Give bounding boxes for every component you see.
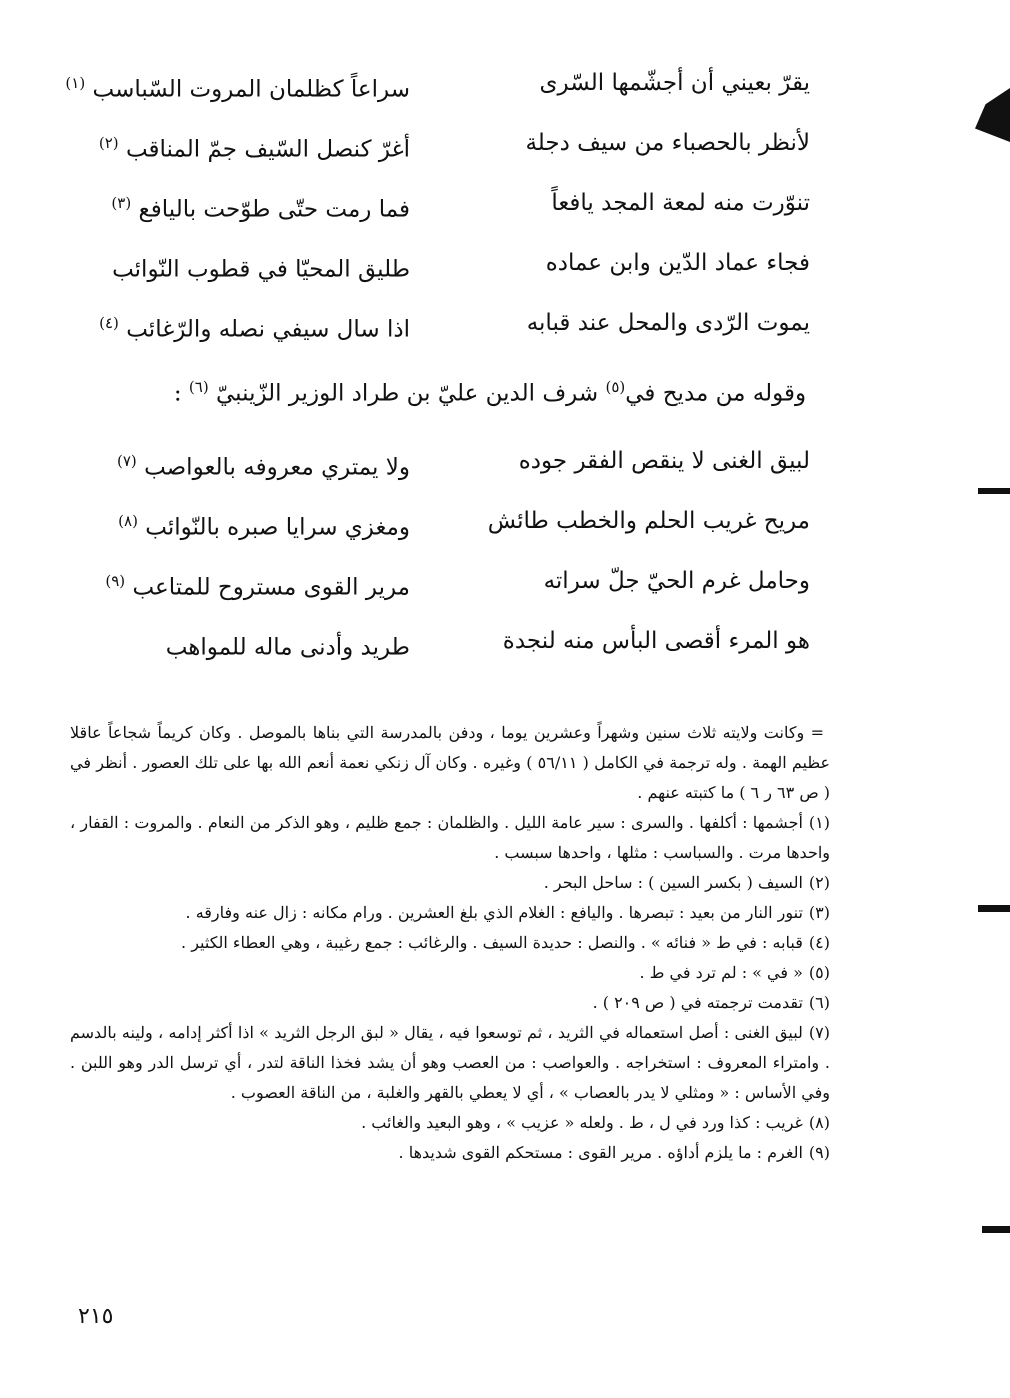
hemistich-text: سراعاً كظلمان المروت السّباسب <box>92 76 410 103</box>
footnote-text: « في » : لم ترد في ط . <box>639 963 803 982</box>
first-hemistich: وحامل غرم الحيّ جلّ سراته <box>543 568 810 594</box>
footnote <box>70 1108 830 1138</box>
verse-line <box>70 238 830 288</box>
footnote <box>70 718 830 808</box>
verse-line <box>70 118 830 168</box>
verse-line <box>70 496 830 546</box>
verse-line <box>70 616 830 666</box>
footnote <box>70 808 830 868</box>
first-hemistich: هو المرء أقصى البأس منه لنجدة <box>502 628 810 654</box>
second-hemistich <box>80 178 410 228</box>
first-hemistich: يقرّ بعيني أن أجشّمها السّرى <box>539 70 810 96</box>
second-hemistich <box>80 298 410 348</box>
footnote <box>70 898 830 928</box>
footnote <box>70 868 830 898</box>
footnote-text: تنور النار من بعيد : تبصرها . واليافع : الغلام الذي بلغ العشرين . ورام مكانه : زال عنه وفارقه . <box>185 903 803 922</box>
footnote-number: (٣) <box>808 903 830 922</box>
hemistich-text: ولا يمتري معروفه بالعواصب <box>144 454 410 481</box>
first-hemistich: مريح غريب الحلم والخطب طائش <box>487 508 810 534</box>
scan-edge-mark <box>978 905 1010 912</box>
footnote-number: (٩) <box>808 1143 830 1162</box>
footnotes <box>70 718 830 1168</box>
footnote-number: (١) <box>808 813 831 832</box>
footnote-text: لبيق الغنى : أصل استعماله في الثريد ، ثم توسعوا فيه ، يقال « لبق الرجل الثريد » اذا أكثر إدامه ، ولينه بالدسم . وامتراء المعروف : استخراجه . والعواصب : من العصب وهو أن يشد فخذا الناقة لتدر ، أي ترسل الدر وهو اللبن . وفي الأساس : « ومثلي لا يدر بالعصاب » ، أي لا يعطي بالقهر والغلبة ، من الناقة العصوب . <box>70 1023 830 1102</box>
second-hemistich <box>80 238 410 288</box>
page-number: ٢١٥ <box>78 1304 114 1329</box>
footnote-ref: (٩) <box>105 572 126 590</box>
verse-line <box>70 178 830 228</box>
footnote-number: (٤) <box>808 933 830 952</box>
footnote-number: (٦) <box>808 993 830 1012</box>
footnote <box>70 988 830 1018</box>
verse-line <box>70 298 830 348</box>
footnote-text: غريب : كذا ورد في ل ، ط . ولعله « عزيب » ، وهو البعيد والغائب . <box>361 1113 803 1132</box>
footnote-text: السيف ( بكسر السين ) : ساحل البحر . <box>543 873 803 892</box>
scan-edge-mark <box>982 1226 1010 1233</box>
intro-text: وقوله من مديح في <box>625 380 807 407</box>
footnote-number: (٧) <box>808 1023 830 1042</box>
footnote <box>70 1018 830 1108</box>
hemistich-text: ومغزي سرايا صبره بالنّوائب <box>145 514 410 541</box>
footnote-text: الغرم : ما يلزم أداؤه . مرير القوى : مستحكم القوى شديدها . <box>398 1143 803 1162</box>
hemistich-text: فما رمت حتّى طوّحت باليافع <box>138 196 410 223</box>
scan-edge-mark <box>975 88 1010 142</box>
intro-colon: : <box>173 380 182 407</box>
hemistich-text: أغرّ كنصل السّيف جمّ المناقب <box>125 136 410 163</box>
first-hemistich: لأنظر بالحصباء من سيف دجلة <box>525 130 810 156</box>
verse-line <box>70 556 830 606</box>
scan-edge-mark <box>978 488 1010 494</box>
hemistich-text: طريد وأدنى ماله للمواهب <box>165 634 410 661</box>
first-hemistich: يموت الرّدى والمحل عند قبابه <box>526 310 810 336</box>
intro-text: شرف الدين عليّ بن طراد الوزير الزّينبيّ <box>216 380 599 407</box>
footnote-ref: (٤) <box>99 314 119 332</box>
footnote-ref: (٥) <box>605 378 626 396</box>
poem-intro <box>150 362 830 412</box>
footnote <box>70 928 830 958</box>
hemistich-text: طليق المحيّا في قطوب النّوائب <box>112 256 410 283</box>
footnote-ref: (١) <box>65 74 86 92</box>
first-hemistich: فجاء عماد الدّين وابن عماده <box>545 250 810 276</box>
footnote <box>70 958 830 988</box>
verse-line <box>65 58 830 108</box>
footnote-text: أجشمها : أكلفها . والسرى : سير عامة الليل . والظلمان : جمع ظليم ، وهو الذكر من النعام . والمروت : القفار ، واحدها مرت . والسباسب : مثلها ، واحدها سبسب . <box>70 813 830 862</box>
hemistich-text: اذا سال سيفي نصله والرّغائب <box>126 316 410 343</box>
footnote-ref: (٣) <box>111 194 132 212</box>
footnote-number: (٢) <box>808 873 830 892</box>
footnote-ref: (٧) <box>116 452 137 470</box>
second-hemistich <box>80 616 410 666</box>
hemistich-text: مرير القوى مستروح للمتاعب <box>132 574 410 601</box>
footnote-text: تقدمت ترجمته في ( ص ٢٠٩ ) . <box>592 993 803 1012</box>
second-hemistich <box>80 118 410 168</box>
footnote <box>70 1138 830 1168</box>
first-hemistich: تنوّرت منه لمعة المجد يافعاً <box>551 190 810 216</box>
footnote-number: (٨) <box>808 1113 830 1132</box>
second-hemistich <box>80 556 410 606</box>
first-hemistich: لبيق الغنى لا ينقص الفقر جوده <box>518 448 810 474</box>
footnote-ref: (٨) <box>118 512 138 530</box>
footnote-text: = وكانت ولايته ثلاث سنين وشهراً وعشرين يوما ، ودفن بالمدرسة التي بناها بالموصل . وكان كريماً شجاعاً عاقلا عظيم الهمة . وله ترجمة في الكامل ( ٥٦/١١ ) وغيره . وكان آل زنكي نعمة أنعم الله بها على تلك العصور . أنظر في ( ص ٦٣ ر ٦ ) ما كتبته عنهم . <box>70 723 830 802</box>
second-hemistich <box>80 496 410 546</box>
footnote-number: (٥) <box>808 963 830 982</box>
footnote-text: قبابه : في ط « فنائه » . والنصل : حديدة السيف . والرغائب : جمع رغيبة ، وهي العطاء الكثير . <box>181 933 803 952</box>
verse-line <box>70 436 830 486</box>
second-hemistich <box>65 58 410 108</box>
footnote-ref: (٦) <box>188 378 209 396</box>
footnote-ref: (٢) <box>98 134 119 152</box>
second-hemistich <box>80 436 410 486</box>
